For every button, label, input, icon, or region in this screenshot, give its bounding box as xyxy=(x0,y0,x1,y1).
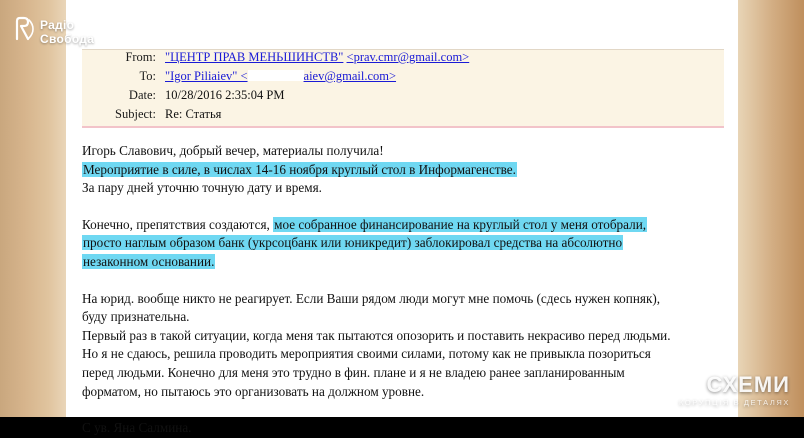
highlighted-text: незаконном основании. xyxy=(83,253,215,269)
text-run: буду признательна. xyxy=(82,309,190,325)
email-header-row-subject xyxy=(82,107,724,126)
email-paragraph xyxy=(82,419,722,438)
text-run: Игорь Славович, добрый вечер, материалы получила! xyxy=(82,143,384,158)
logo-line-1: Радіо xyxy=(40,18,75,32)
text-run: С ув. Яна Салмина. xyxy=(82,420,192,436)
email-line xyxy=(82,234,722,253)
redaction-box xyxy=(248,70,304,81)
from-address[interactable]: <prav.cmr@gmail.com> xyxy=(346,50,470,64)
paragraph-spacer xyxy=(82,198,722,216)
email-line xyxy=(82,345,722,364)
email-line xyxy=(82,253,722,272)
text-run: форматом, но пытаюсь это организовать на должном уровне. xyxy=(82,383,425,399)
to-address[interactable]: aiev@gmail.com> xyxy=(303,69,397,83)
header-label-to: To: xyxy=(139,69,156,83)
email-header-block xyxy=(82,49,724,128)
paragraph-spacer xyxy=(82,272,722,290)
text-run: Но я не сдаюсь, решила проводить мероприятия своими силами, потому как не привыкла позориться xyxy=(82,346,651,362)
email-paragraph xyxy=(82,142,722,198)
header-value-to xyxy=(165,69,396,84)
paragraph-spacer xyxy=(82,401,722,419)
email-line xyxy=(82,216,722,235)
email-line xyxy=(82,179,722,198)
logo-text xyxy=(40,18,94,46)
email-body xyxy=(82,142,722,438)
watermark-subtitle: КОРУПЦІЯ В ДЕТАЛЯХ xyxy=(678,398,790,407)
highlighted-text: мое собранное финансирование на круглый стол у меня отобрали, xyxy=(274,216,647,232)
email-paragraph xyxy=(82,290,722,402)
email-line xyxy=(82,327,722,346)
from-name[interactable]: "ЦЕНТР ПРАВ МЕНЬШИНСТВ" xyxy=(165,50,344,64)
to-name[interactable]: "Igor Piliaiev" < xyxy=(165,69,248,83)
header-value-from xyxy=(165,50,469,65)
text-run: Конечно, препятствия создаются, xyxy=(82,216,274,232)
email-line xyxy=(82,419,722,438)
header-label-from: From: xyxy=(125,50,156,64)
email-line xyxy=(82,290,722,309)
radio-svoboda-mark-icon xyxy=(14,16,36,42)
text-run: На юрид. вообще никто не реагирует. Если Ваши рядом люди могут мне помочь (сдесь нужен копняк), xyxy=(82,290,661,306)
email-line xyxy=(82,364,722,383)
email-line xyxy=(82,308,722,327)
text-run: Первый раз в такой ситуации, когда меня так пытаются опозорить и поставить некрасиво перед людьми. xyxy=(82,327,671,343)
header-value-subject: Re: Статья xyxy=(165,107,222,121)
logo-line-2: Свобода xyxy=(40,32,95,46)
schemy-watermark xyxy=(679,374,790,407)
email-header-row-to xyxy=(82,69,724,88)
email-line xyxy=(82,161,722,180)
email-header-row-date xyxy=(82,88,724,107)
email-line xyxy=(82,142,722,161)
highlighted-text: Мероприятие в силе, в числах 14-16 ноября круглый стол в Информагенстве. xyxy=(83,161,516,177)
header-value-date: 10/28/2016 2:35:04 PM xyxy=(165,88,285,102)
email-line xyxy=(82,383,722,402)
email-paragraph xyxy=(82,216,722,272)
header-label-subject: Subject: xyxy=(115,107,156,121)
email-header-row-from xyxy=(82,50,724,69)
watermark-title: СХЕМИ xyxy=(706,372,790,397)
text-run: За пару дней уточню точную дату и время. xyxy=(82,180,322,196)
header-label-date: Date: xyxy=(128,88,156,102)
text-run: перед людьми. Конечно для меня это трудно в фин. плане и я не владею ранее запланированным xyxy=(82,364,625,380)
highlighted-text: просто наглым образом банк (укрсоцбанк или юникредит) заблокировал средства на абсолютно xyxy=(83,235,623,251)
